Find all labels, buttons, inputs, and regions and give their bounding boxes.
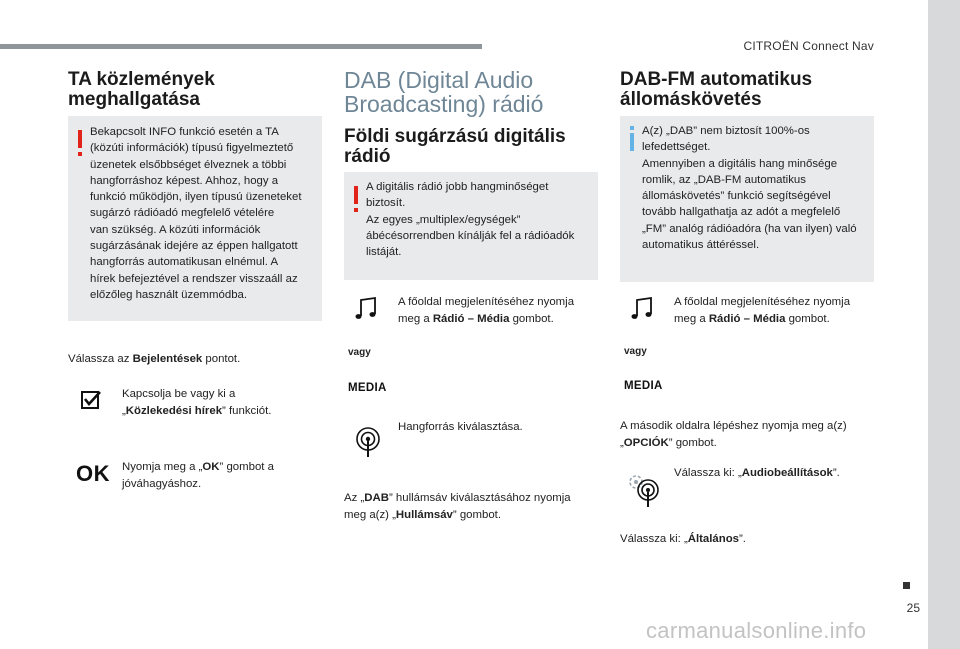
text-line: előzőleg használt üzemmódba. <box>90 288 248 301</box>
audio-settings-step <box>674 465 840 482</box>
text-run: Az „ <box>344 492 365 504</box>
watermark: carmanualsonline.info <box>646 618 867 643</box>
page-number: 25 <box>906 601 920 615</box>
text-line: romlik, az „DAB-FM automatikus <box>642 173 806 186</box>
section-title-dab-fm <box>620 70 812 110</box>
info-note-dab-fm <box>620 116 874 282</box>
text-bold: Rádió – Média <box>708 312 786 325</box>
text-line: funkció működjön, ilyen típusú üzeneteket <box>90 191 302 204</box>
text-run: „ <box>620 436 624 449</box>
warning-icon-dot <box>78 152 82 156</box>
ok-button-icon: OK <box>76 461 110 486</box>
text-line: A főoldal megjelenítéséhez nyomja <box>674 296 851 308</box>
page-marker <box>903 582 910 589</box>
text-run: Válassza ki: „ <box>674 467 742 479</box>
media-button-icon: MEDIA <box>624 380 663 392</box>
text-run: Válassza az <box>68 353 133 365</box>
text-line: Az egyes „multiplex/egységek” <box>366 213 521 226</box>
confirm-step <box>122 459 274 492</box>
text-line: hírek befejeztével a rendszer visszaáll az <box>90 272 298 285</box>
next-page-text <box>620 418 847 451</box>
home-page-step <box>674 294 850 327</box>
warning-icon-dot <box>354 208 358 212</box>
text-line: tovább hallgathatja az adót a megfelelő <box>642 206 841 219</box>
text-line: biztosít. <box>366 197 406 210</box>
text-run: meg a(z) „ <box>344 508 396 521</box>
top-divider-bar <box>0 44 482 49</box>
home-page-step <box>398 294 574 327</box>
title-line: DAB (Digital Audio <box>344 67 534 93</box>
info-icon <box>630 133 634 151</box>
text-bold: Közlekedési hírek <box>125 404 223 417</box>
title-line: állomáskövetés <box>620 89 762 110</box>
text-run: „ <box>122 404 126 417</box>
text-run: Válassza ki: „ <box>620 533 688 545</box>
text-run: pontot. <box>202 353 241 365</box>
text-line: állomáskövetés” funkció segítségével <box>642 190 831 203</box>
text-line: (közúti információk) típusú figyelmeztető <box>90 142 294 155</box>
radio-settings-icon <box>626 474 662 508</box>
text-line: „FM” analóg rádióadóra (ha van ilyen) való <box>642 222 857 235</box>
select-announcements-text <box>68 351 240 368</box>
text-run: gombot. <box>785 312 830 325</box>
warning-text <box>90 124 302 303</box>
media-button-icon: MEDIA <box>348 382 387 394</box>
text-run: ” funkciót. <box>222 404 272 417</box>
text-run: gombot. <box>509 312 554 325</box>
traffic-news-step <box>122 386 271 419</box>
title-line: Földi sugárzású digitális <box>344 126 566 147</box>
text-bold: Rádió – Média <box>432 312 510 325</box>
text-line: A digitális rádió jobb hangminőséget <box>366 181 549 193</box>
music-note-icon <box>354 296 380 322</box>
text-bold: OK <box>202 461 220 473</box>
text-line: lefedettséget. <box>642 141 711 154</box>
text-run: meg a <box>674 312 709 325</box>
text-line: automatikus áttéréssel. <box>642 239 760 252</box>
text-line: ábécésorrendben kínálják fel a rádióadók <box>366 229 575 242</box>
text-line: A(z) „DAB” nem biztosít 100%-os <box>642 125 810 137</box>
music-note-icon <box>630 296 656 322</box>
warning-icon <box>354 186 358 204</box>
title-line: DAB-FM automatikus <box>620 69 813 90</box>
section-subtitle-terrestrial <box>344 127 566 167</box>
text-bold: Hullámsáv <box>395 508 453 521</box>
title-line: meghallgatása <box>68 89 200 110</box>
section-title-dab <box>344 68 543 116</box>
text-run: ”. <box>832 467 840 479</box>
text-run: meg a <box>398 312 433 325</box>
text-bold: Általános <box>687 533 740 545</box>
warning-note-dab <box>344 172 598 280</box>
warning-note-ta <box>68 116 322 321</box>
text-line: A második oldalra lépéshez nyomja meg a(z) <box>620 420 847 432</box>
info-text <box>642 123 857 253</box>
title-line: TA közlemények <box>68 69 215 90</box>
general-step <box>620 531 746 548</box>
text-run: ” gombot. <box>452 508 502 521</box>
text-bold: DAB <box>364 492 389 504</box>
warning-icon <box>78 130 82 148</box>
text-line: listáját. <box>366 246 402 259</box>
section-title-ta <box>68 70 215 110</box>
dab-band-text <box>344 490 571 523</box>
source-select-label: Hangforrás kiválasztása. <box>398 421 523 433</box>
text-run: ” gombot. <box>668 436 717 449</box>
info-icon-dot <box>630 126 634 130</box>
or-label: vagy <box>348 347 371 358</box>
checkbox-icon <box>80 390 102 412</box>
text-bold: Audiobeállítások <box>741 467 833 479</box>
text-line: Bekapcsolt INFO funkció esetén a TA <box>90 126 279 138</box>
text-run: Nyomja meg a „ <box>122 461 203 473</box>
title-line: Broadcasting) rádió <box>344 91 544 117</box>
text-bold: Bejelentések <box>132 353 203 365</box>
text-run: ”. <box>739 533 746 545</box>
text-bold: OPCIÓK <box>623 436 669 449</box>
brand-header: CITROËN Connect Nav <box>743 39 874 53</box>
text-run: ” hullámsáv kiválasztásához nyomja <box>388 492 571 504</box>
text-line: hangforrás automatikusan elnémul. A <box>90 256 279 269</box>
text-line: sugárzó rádióadó megfelelő vételére <box>90 207 275 220</box>
text-line: hangforráshoz képest. Ahhoz, hogy a <box>90 174 279 187</box>
text-line: Kapcsolja be vagy ki a <box>122 388 236 400</box>
text-line: van szükség. A közúti információk <box>90 223 261 236</box>
text-line: sugárzásának idejére az éppen hallgatott <box>90 240 298 253</box>
text-line: üzenetek elsőbbséget élveznek a többi <box>90 158 287 171</box>
warning-text <box>366 179 574 260</box>
text-line: Amennyiben a digitális hang minősége <box>642 157 838 170</box>
text-line: jóváhagyáshoz. <box>122 477 202 490</box>
title-line: rádió <box>344 146 391 167</box>
side-strip <box>928 0 960 649</box>
or-label: vagy <box>624 346 647 357</box>
text-run: ” gombot a <box>219 461 274 473</box>
text-line: A főoldal megjelenítéséhez nyomja <box>398 296 575 308</box>
radio-source-icon <box>355 426 381 458</box>
